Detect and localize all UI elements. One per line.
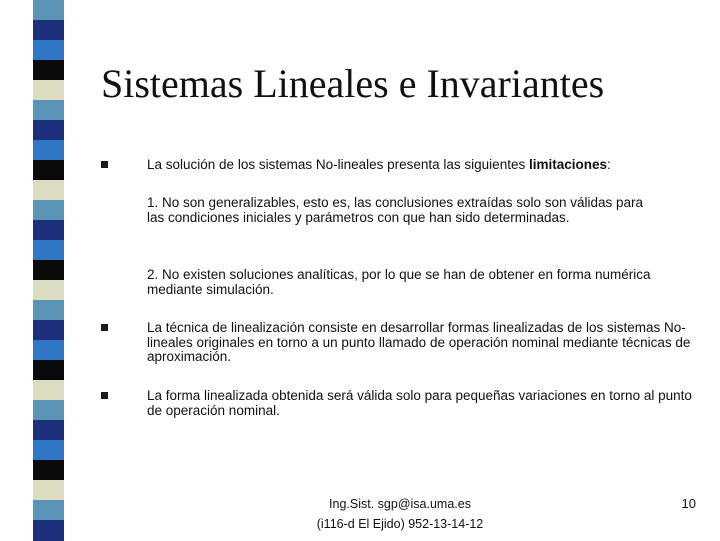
decorative-stripe xyxy=(33,60,64,81)
bullet-square-icon xyxy=(101,392,108,399)
decorative-stripe xyxy=(33,340,64,361)
footer-line-office: (i116-d El Ejido) 952-13-14-12 xyxy=(316,517,484,531)
slide-title: Sistemas Lineales e Invariantes xyxy=(101,61,605,106)
decorative-stripe xyxy=(33,280,64,301)
decorative-stripe xyxy=(33,40,64,61)
decorative-stripe xyxy=(33,460,64,481)
decorative-stripe xyxy=(33,200,64,221)
bullet-text-linearization: La técnica de linealización consiste en desarrollar formas linealizadas de los sistemas No-lineales originales en torno a un punto llamado de operación nominal mediante técnicas de aproximación. xyxy=(147,320,691,364)
decorative-stripe xyxy=(33,380,64,401)
limitation-item-1: 1. No son generalizables, esto es, las conclusiones extraídas solo son válidas para las condiciones iniciales y parámetros con que han sido determinadas. xyxy=(147,195,644,225)
decorative-stripe xyxy=(33,20,64,41)
decorative-stripe xyxy=(33,320,64,341)
decorative-stripe xyxy=(33,220,64,241)
intro-text: La solución de los sistemas No-lineales presenta las siguientes limitaciones: xyxy=(147,157,611,172)
decorative-stripe xyxy=(33,440,64,461)
decorative-stripe xyxy=(33,260,64,281)
decorative-stripe xyxy=(33,400,64,421)
decorative-stripe xyxy=(33,520,64,541)
footer-contact xyxy=(280,494,520,534)
decorative-stripe xyxy=(33,360,64,381)
decorative-stripe xyxy=(33,0,64,21)
bullet-square-icon xyxy=(101,161,108,168)
page-number: 10 xyxy=(681,496,696,511)
decorative-stripe xyxy=(33,80,64,101)
decorative-stripe xyxy=(33,240,64,261)
decorative-stripe xyxy=(33,480,64,501)
decorative-stripe-bar xyxy=(33,0,64,540)
bullet-square-icon xyxy=(101,324,108,331)
footer-line-email: Ing.Sist. sgp@isa.uma.es xyxy=(329,497,471,511)
decorative-stripe xyxy=(33,180,64,201)
decorative-stripe xyxy=(33,100,64,121)
decorative-stripe xyxy=(33,160,64,181)
decorative-stripe xyxy=(33,420,64,441)
decorative-stripe xyxy=(33,140,64,161)
decorative-stripe xyxy=(33,300,64,321)
decorative-stripe xyxy=(33,500,64,521)
decorative-stripe xyxy=(33,120,64,141)
bullet-text-validity: La forma linealizada obtenida será válida solo para pequeñas variaciones en torno al punto de operación nominal. xyxy=(147,388,692,418)
limitation-item-2: 2. No existen soluciones analíticas, por lo que se han de obtener en forma numérica mediante simulación. xyxy=(147,267,651,297)
